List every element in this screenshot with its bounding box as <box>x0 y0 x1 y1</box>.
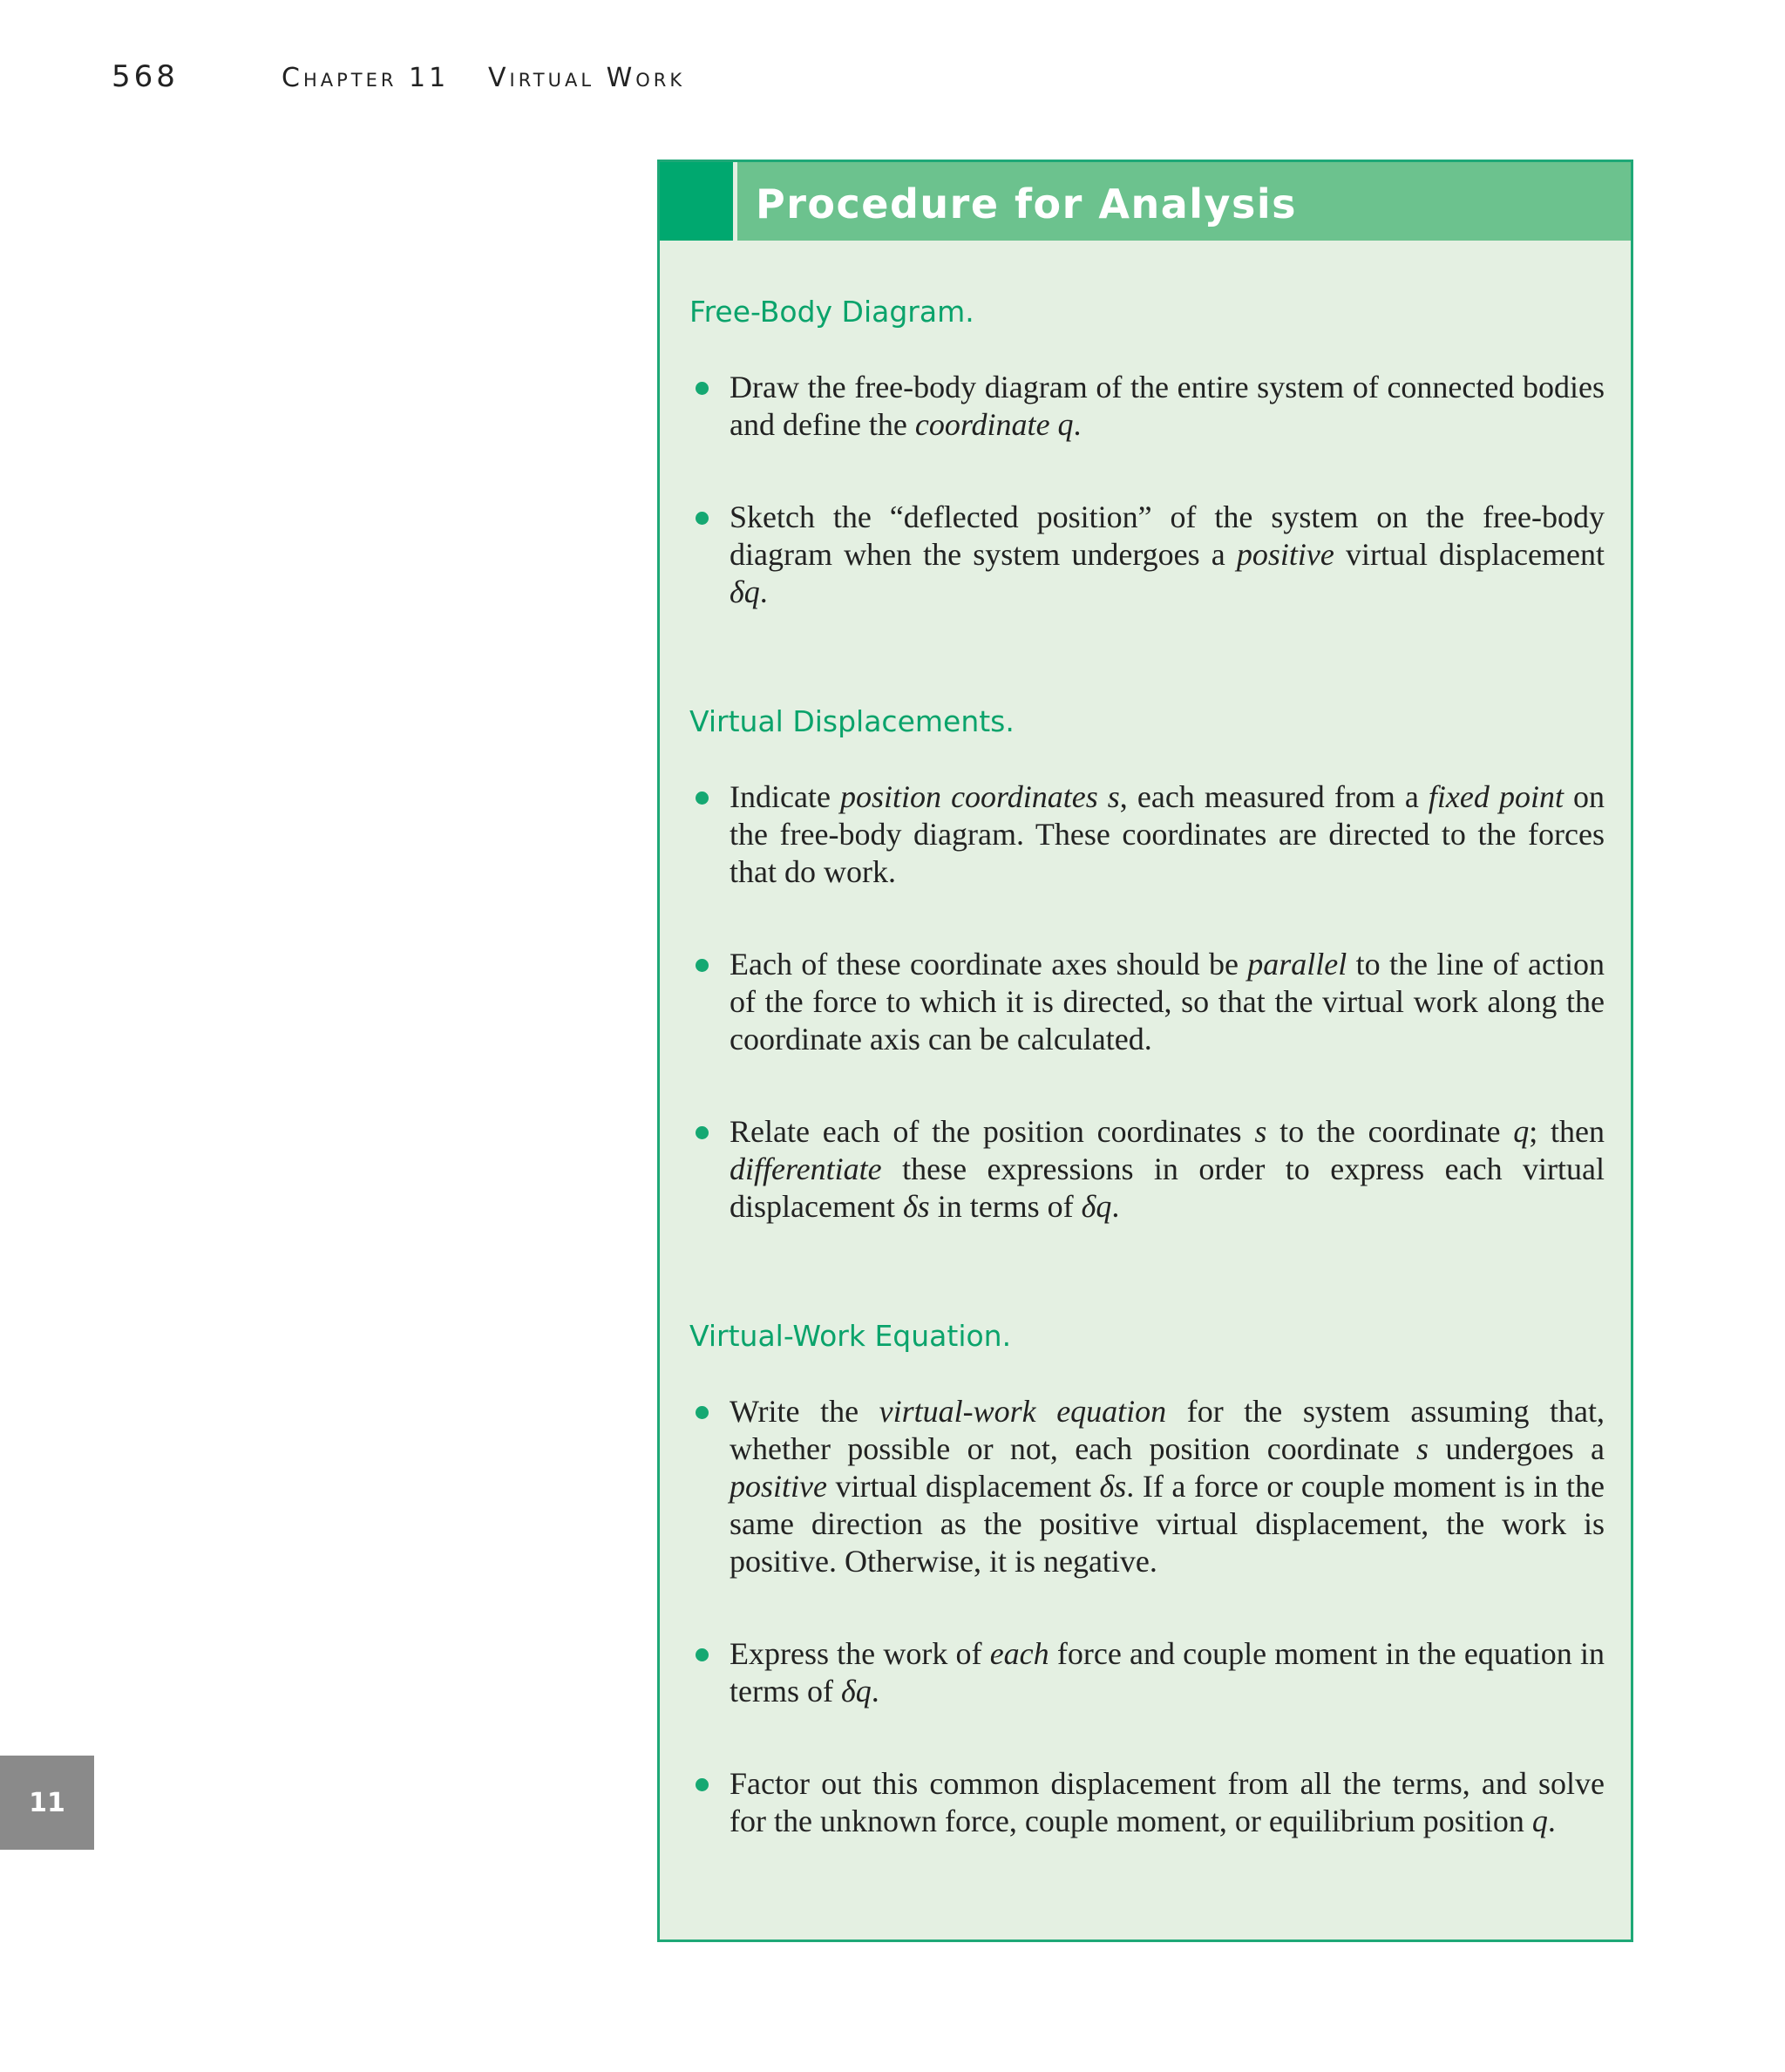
bullet-item <box>689 1113 1605 1226</box>
procedure-box <box>657 160 1633 1942</box>
header-accent-block <box>660 162 733 241</box>
bullet-dot <box>696 1778 709 1791</box>
bullet-item <box>689 499 1605 611</box>
bullet-text: Relate each of the position coordinates s to the coordinate q; then differentiate these expressions in order to express each virtual displacement δs in terms of δq. <box>730 1114 1605 1224</box>
bullet-item <box>689 946 1605 1058</box>
running-head-chapter: Chapter 11 <box>282 63 450 93</box>
bullet-item <box>689 1635 1605 1710</box>
header-divider <box>733 162 737 241</box>
bullet-dot <box>696 1648 709 1661</box>
bullet-dot <box>696 791 709 805</box>
page-number: 568 <box>112 59 179 94</box>
procedure-header <box>660 162 1631 241</box>
section-heading-free-body-diagram: Free-Body Diagram. <box>689 295 974 329</box>
bullet-text: Express the work of each force and couple moment in the equation in terms of δq. <box>730 1636 1605 1709</box>
running-head-title: Virtual Work <box>488 63 686 93</box>
bullet-item <box>689 1765 1605 1840</box>
section-heading-virtual-displacements: Virtual Displacements. <box>689 704 1015 738</box>
bullet-item <box>689 369 1605 444</box>
bullet-dot <box>696 512 709 525</box>
bullet-item <box>689 778 1605 891</box>
bullet-text: Each of these coordinate axes should be parallel to the line of action of the force to which it is directed, so that the virtual work along the coordinate axis can be calculated. <box>730 947 1605 1056</box>
bullet-dot <box>696 959 709 972</box>
bullet-text: Write the virtual-work equation for the system assuming that, whether possible or not, each position coordinate s undergoes a positive virtual displacement δs. If a force or couple moment is in the same direction as the positive virtual displacement, the work is positive. Otherwise, it is negative. <box>730 1394 1605 1579</box>
bullet-text: Draw the free-body diagram of the entire system of connected bodies and define the coordinate q. <box>730 370 1605 442</box>
bullet-text: Factor out this common displacement from all the terms, and solve for the unknown force, couple moment, or equilibrium position q. <box>730 1766 1605 1838</box>
bullet-item <box>689 1393 1605 1580</box>
bullet-text: Sketch the “deflected position” of the system on the free-body diagram when the system undergoes a positive virtual displacement δq. <box>730 499 1605 609</box>
bullet-dot <box>696 1406 709 1419</box>
bullet-dot <box>696 1126 709 1139</box>
section-heading-virtual-work-equation: Virtual-Work Equation. <box>689 1319 1012 1353</box>
bullet-dot <box>696 382 709 395</box>
bullet-text: Indicate position coordinates s, each measured from a fixed point on the free-body diagram. These coordinates are directed to the forces that do work. <box>730 779 1605 889</box>
procedure-title: Procedure for Analysis <box>756 180 1298 228</box>
chapter-side-tab: 11 <box>0 1756 94 1850</box>
